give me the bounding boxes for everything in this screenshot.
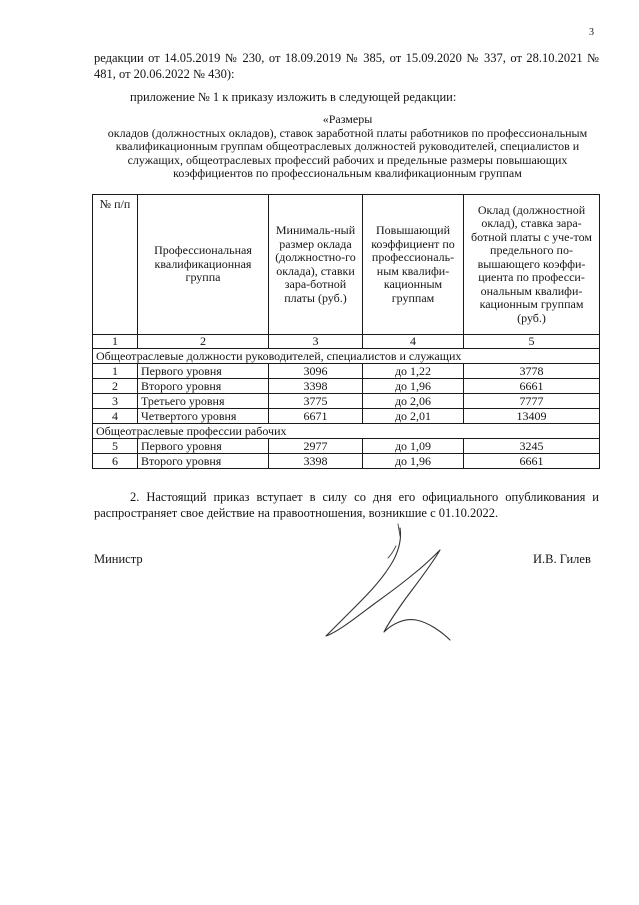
table-row	[93, 364, 600, 379]
col-number: 5	[464, 335, 600, 349]
row-number: 6	[93, 454, 138, 469]
row-number: 2	[93, 379, 138, 394]
row-number: 1	[93, 364, 138, 379]
row-max-salary: 7777	[464, 394, 600, 409]
col-number: 4	[363, 335, 464, 349]
intro-line-amendments: редакции от 14.05.2019 № 230, от 18.09.2019 № 385, от 15.09.2020 № 337, от 28.10.2021 № 481, от 20.06.2022 № 430):	[94, 51, 599, 81]
section-title: Общеотраслевые профессии рабочих	[93, 424, 600, 439]
header-group: Профессиональная квалификационная группа	[138, 195, 269, 335]
row-min-salary: 3096	[269, 364, 363, 379]
row-group: Третьего уровня	[138, 394, 269, 409]
row-min-salary: 2977	[269, 439, 363, 454]
row-max-salary: 6661	[464, 379, 600, 394]
col-number: 1	[93, 335, 138, 349]
column-number-row	[93, 335, 600, 349]
row-group: Второго уровня	[138, 379, 269, 394]
intro-line-appendix: приложение № 1 к приказу изложить в следующей редакции:	[130, 90, 457, 104]
heading-title: «Размеры	[322, 112, 373, 126]
header-number: № п/п	[93, 195, 138, 335]
appendix-heading	[90, 113, 605, 181]
row-group: Первого уровня	[138, 439, 269, 454]
row-coefficient: до 1,96	[363, 454, 464, 469]
row-min-salary: 3398	[269, 454, 363, 469]
row-max-salary: 6661	[464, 454, 600, 469]
handwritten-signature	[318, 520, 458, 650]
row-coefficient: до 1,09	[363, 439, 464, 454]
signatory-position: Министр	[94, 552, 143, 566]
row-coefficient: до 2,06	[363, 394, 464, 409]
table-row	[93, 394, 600, 409]
section-row	[93, 424, 600, 439]
row-max-salary: 13409	[464, 409, 600, 424]
row-min-salary: 3775	[269, 394, 363, 409]
row-coefficient: до 1,96	[363, 379, 464, 394]
col-number: 3	[269, 335, 363, 349]
row-group: Второго уровня	[138, 454, 269, 469]
section-row	[93, 349, 600, 364]
table-row	[93, 439, 600, 454]
header-max-salary: Оклад (должностной оклад), ставка зара-ботной платы с уче-том предельного по-вышающего коэффи-циента по професси-ональным квалифи-кационным группам (руб.)	[464, 195, 600, 335]
header-coefficient: Повышающий коэффициент по профессиональ-ным квалифи-кационным группам	[363, 195, 464, 335]
table-row	[93, 409, 600, 424]
header-min-salary: Минималь-ный размер оклада (должностно-го оклада), ставки зара-ботной платы (руб.)	[269, 195, 363, 335]
row-number: 5	[93, 439, 138, 454]
row-number: 3	[93, 394, 138, 409]
heading-text: окладов (должностных окладов), ставок заработной платы работников по профессиональным квалификационным группам общеотраслевых должностей руководителей, специалистов и служащих, общеотраслевых профессий рабочих и предельные размеры повышающих коэффициентов по профессиональным квалификационным группам	[107, 125, 588, 180]
table-row	[93, 454, 600, 469]
row-number: 4	[93, 409, 138, 424]
page-number: 3	[589, 27, 594, 38]
intro-paragraph	[94, 50, 599, 105]
clause-effective-date: 2. Настоящий приказ вступает в силу со дня его официального опубликования и распространяет свое действие на правоотношения, возникшие с 01.10.2022.	[94, 490, 599, 520]
table-row	[93, 379, 600, 394]
row-max-salary: 3778	[464, 364, 600, 379]
row-max-salary: 3245	[464, 439, 600, 454]
row-min-salary: 3398	[269, 379, 363, 394]
row-group: Первого уровня	[138, 364, 269, 379]
row-coefficient: до 1,22	[363, 364, 464, 379]
row-coefficient: до 2,01	[363, 409, 464, 424]
row-min-salary: 6671	[269, 409, 363, 424]
salary-table	[92, 194, 600, 469]
table-header-row	[93, 195, 600, 335]
row-group: Четвертого уровня	[138, 409, 269, 424]
col-number: 2	[138, 335, 269, 349]
signatory-name: И.В. Гилев	[533, 552, 591, 566]
section-title: Общеотраслевые должности руководителей, специалистов и служащих	[93, 349, 600, 364]
